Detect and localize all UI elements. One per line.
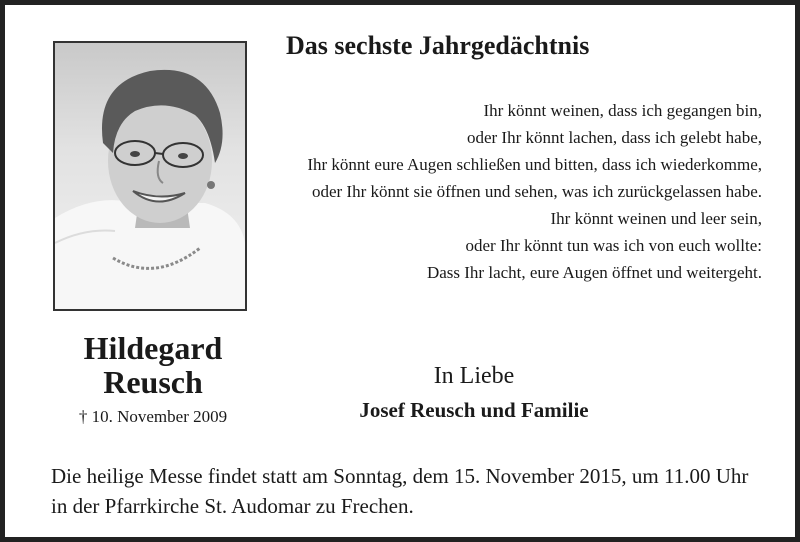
poem-line: Ihr könnt eure Augen schließen und bitten, dass ich wiederkomme, [307,155,762,174]
poem-line: Ihr könnt weinen und leer sein, [550,209,762,228]
in-love-label: In Liebe [433,363,515,389]
deceased-last-name: Reusch [103,364,203,400]
poem-line: Ihr könnt weinen, dass ich gegangen bin, [483,101,762,120]
poem-line: oder Ihr könnt tun was ich von euch wollte: [465,236,762,255]
service-line: in der Pfarrkirche St. Audomar zu Frechen. [51,494,414,518]
portrait-illustration [55,43,245,309]
portrait-photo [53,41,247,311]
service-announcement [51,461,748,521]
poem [307,97,762,286]
anniversary-headline: Das sechste Jahrgedächtnis [286,31,590,60]
mourners-family: Josef Reusch und Familie [359,398,589,422]
mourners-block [335,361,613,423]
deceased-first-name: Hildegard [83,330,223,366]
poem-line: oder Ihr könnt lachen, dass ich gelebt habe, [466,128,762,147]
poem-line: oder Ihr könnt sie öffnen und sehen, was ich zurückgelassen habe. [311,182,762,201]
poem-line: Dass Ihr lacht, eure Augen öffnet und weitergeht. [426,263,762,282]
deceased-name-block [35,331,271,427]
service-line: Die heilige Messe findet statt am Sonntag, dem 15. November 2015, um 11.00 Uhr [51,464,749,488]
death-date: † 10. November 2009 [78,407,228,426]
